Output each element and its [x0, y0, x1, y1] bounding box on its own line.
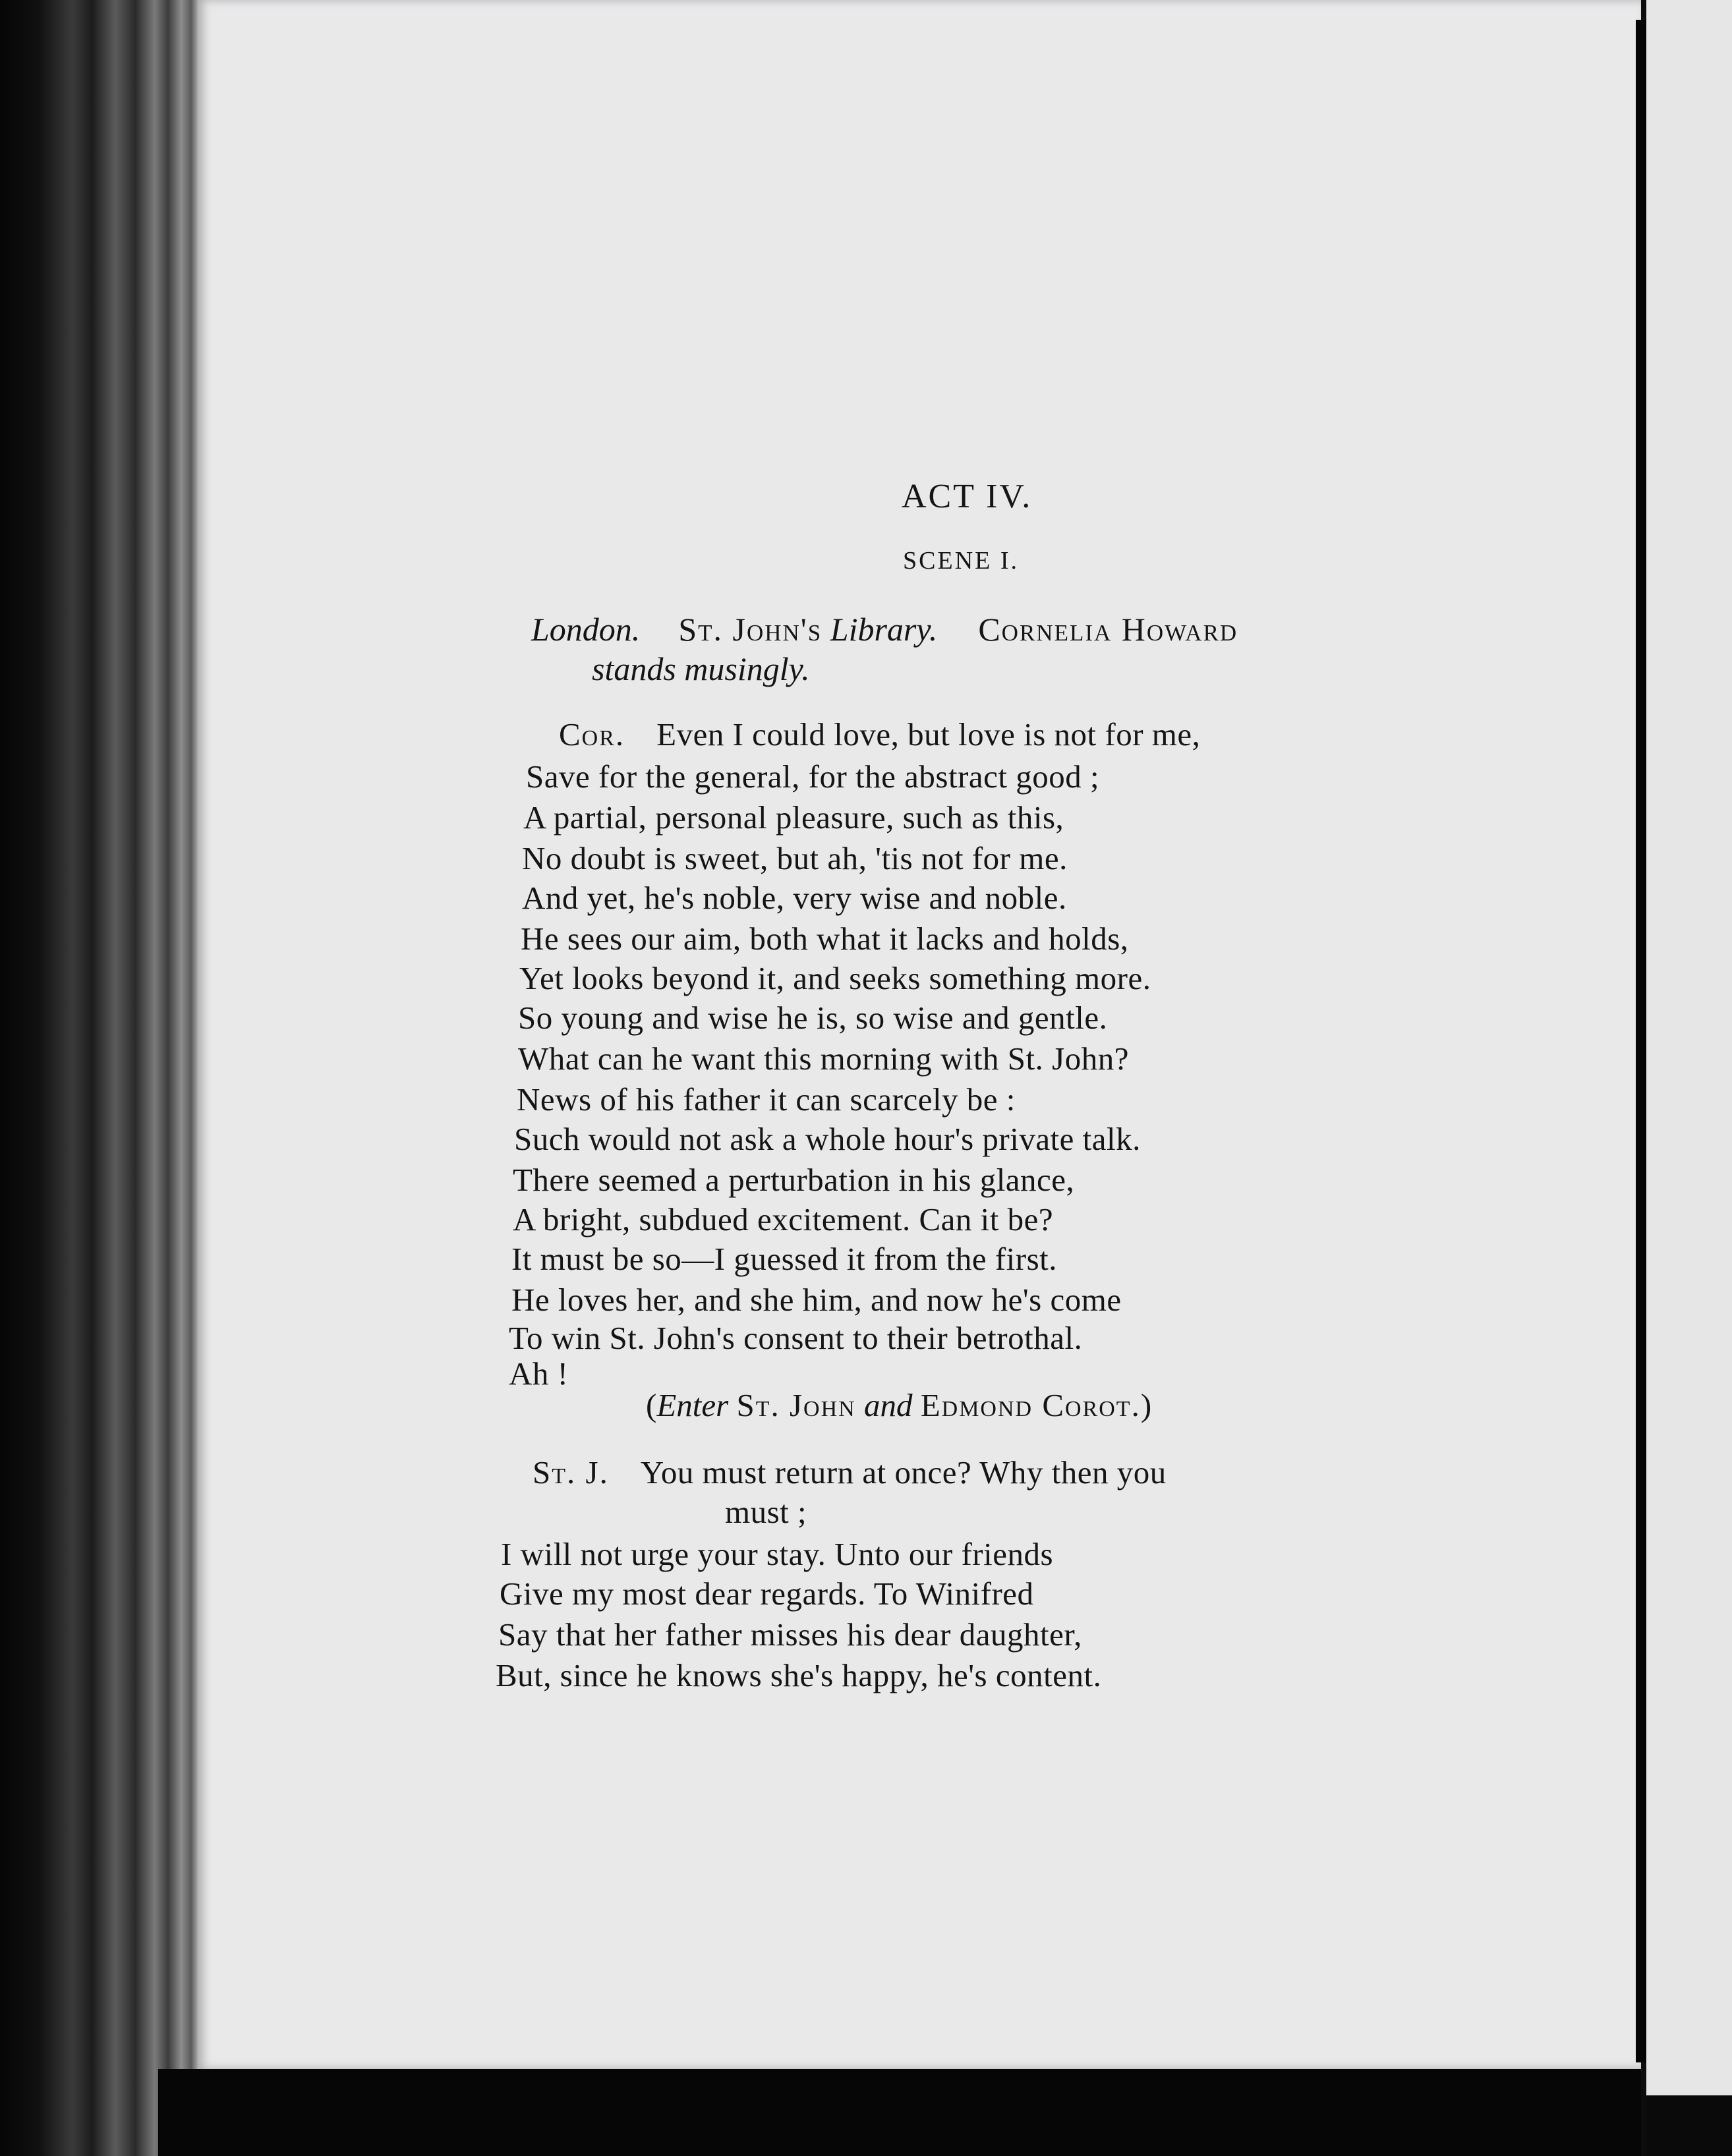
setting-place: London.: [531, 611, 641, 648]
verse-line: Say that her father misses his dear daughter,: [498, 1616, 1082, 1653]
verse-line: A bright, subdued excitement. Can it be?: [513, 1201, 1054, 1237]
scene-setting-line: [531, 613, 1238, 646]
verse-line: Save for the general, for the abstract good ;: [526, 758, 1100, 795]
verse-line: Such would not ask a whole hour's private talk.: [514, 1121, 1141, 1157]
setting-owner: St. John's: [678, 611, 823, 648]
stage-direction: [646, 1389, 1151, 1421]
verse-line: To win St. John's consent to their betrothal.: [509, 1320, 1083, 1356]
verse-line: News of his father it can scarcely be :: [517, 1081, 1016, 1118]
stage-paren-open: (: [646, 1387, 657, 1423]
verse-line: Give my most dear regards. To Winifred: [500, 1575, 1034, 1612]
verse-line: So young and wise he is, so wise and gentle.: [518, 1000, 1108, 1036]
verse-line: Ah !: [509, 1355, 569, 1392]
act-heading: ACT IV.: [902, 478, 1033, 515]
page-bottom-shadow: [158, 2069, 1641, 2156]
verse-line: No doubt is sweet, but ah, 'tis not for me.: [522, 840, 1068, 876]
verse-line: What can he want this morning with St. John?: [518, 1040, 1129, 1077]
verse-line: But, since he knows she's happy, he's content.: [496, 1657, 1102, 1693]
stage-and: and: [863, 1387, 913, 1423]
setting-character: Cornelia Howard: [978, 611, 1238, 648]
book-binding-edge: [0, 0, 198, 2156]
verse-line: [559, 718, 1200, 751]
scene-heading: SCENE I.: [903, 547, 1019, 575]
verse-text: Even I could love, but love is not for me,: [656, 716, 1201, 752]
setting-direction: stands musingly.: [592, 650, 810, 687]
verse-line: He loves her, and she him, and now he's come: [511, 1282, 1122, 1318]
facing-page-shadow: [1646, 2095, 1732, 2156]
verse-text: You must return at once? Why then you: [640, 1454, 1167, 1490]
verse-line: I will not urge your stay. Unto our friends: [501, 1536, 1054, 1572]
verse-line: It must be so—I guessed it from the first.: [511, 1241, 1058, 1277]
stage-enter: Enter: [656, 1387, 729, 1423]
verse-line: [533, 1456, 1167, 1489]
gutter-divider: [1636, 20, 1646, 2062]
facing-page-edge: [1646, 0, 1732, 2156]
setting-room: Library.: [830, 611, 938, 648]
verse-line: must ;: [725, 1494, 807, 1530]
verse-line: He sees our aim, both what it lacks and holds,: [521, 921, 1129, 957]
speaker-name: Cor.: [559, 716, 625, 752]
verse-line: Yet looks beyond it, and seeks something more.: [519, 960, 1151, 996]
verse-line: And yet, he's noble, very wise and noble.: [522, 880, 1067, 916]
verse-line: There seemed a perturbation in his glance,: [513, 1162, 1075, 1198]
stage-person1: St. John: [736, 1387, 856, 1423]
verse-line: A partial, personal pleasure, such as this,: [523, 799, 1064, 836]
speaker-name: St. J.: [533, 1454, 609, 1490]
stage-person2: Edmond Corot.: [920, 1387, 1141, 1423]
stage-paren-close: ): [1140, 1387, 1152, 1423]
